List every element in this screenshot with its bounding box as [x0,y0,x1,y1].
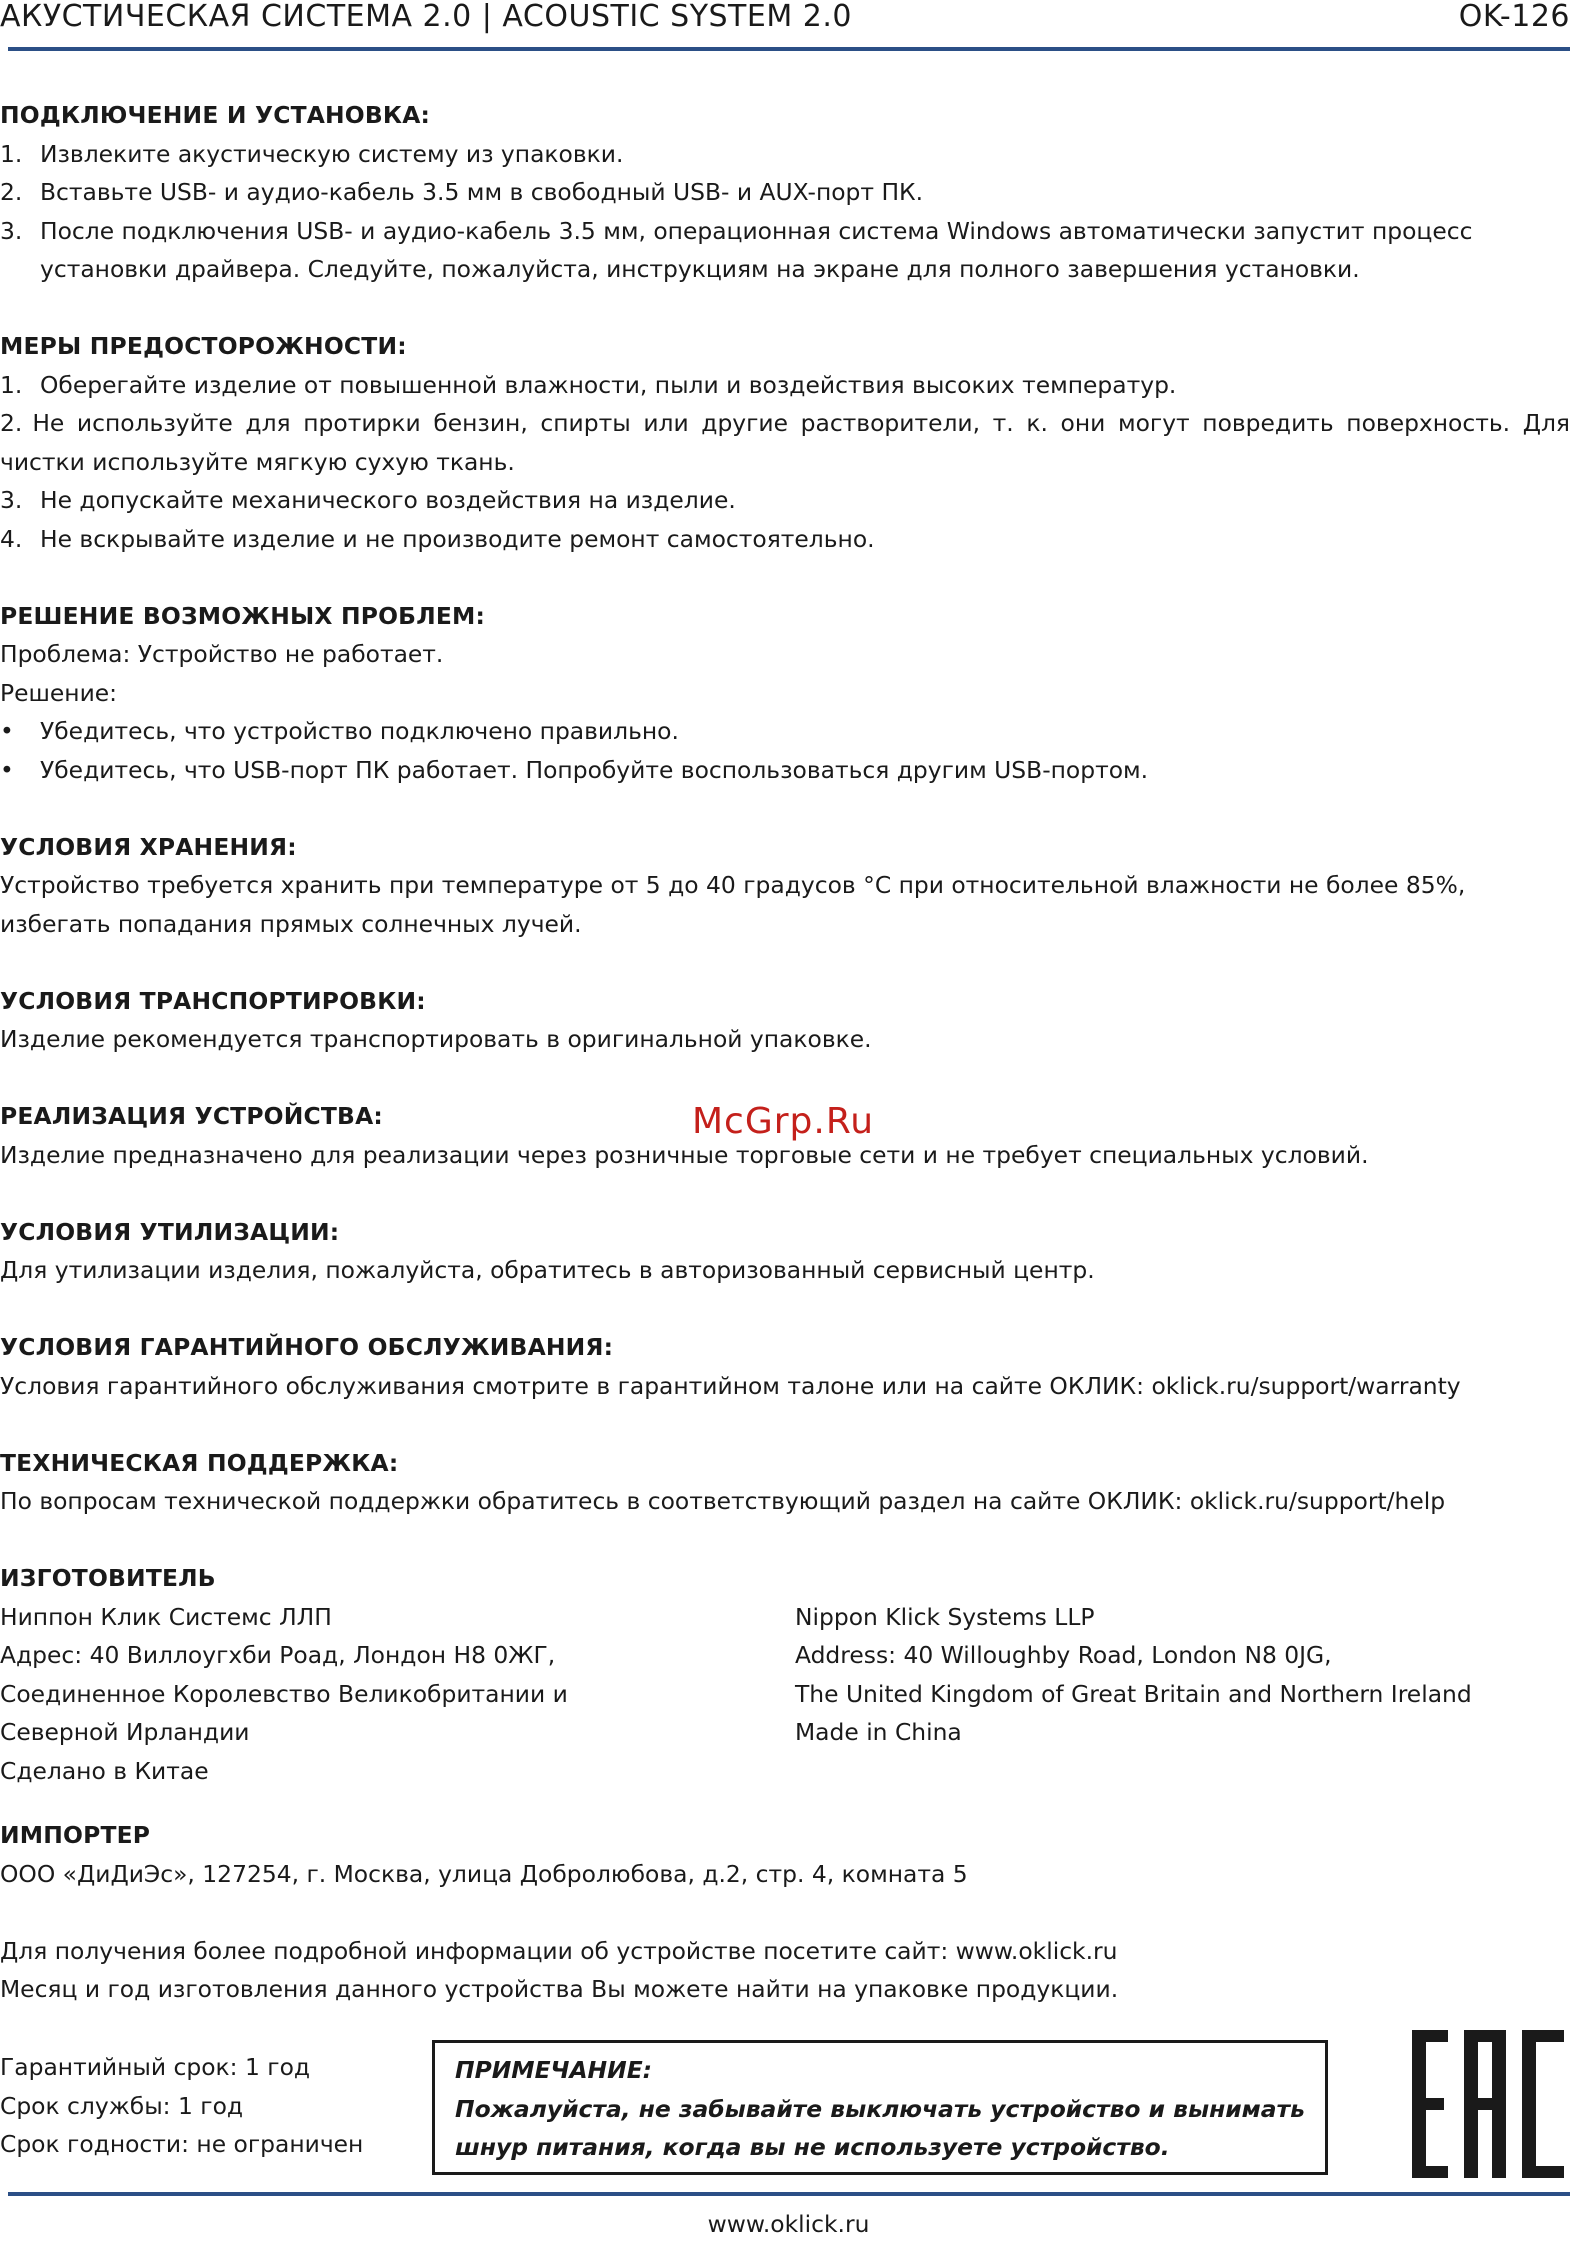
item-text: Извлеките акустическую систему из упаковки. [40,139,624,168]
shelf-life: Срок годности: не ограничен [0,2130,364,2158]
item-number: 3. [0,486,23,514]
header-model: OK-126 [1458,0,1570,34]
bullet-icon: • [0,755,14,784]
item-text: Убедитесь, что устройство подключено правильно. [40,717,679,745]
section-transport [0,982,1570,1059]
section-text: ООО «ДиДиЭс», 127254, г. Москва, улица Добролюбова, д.2, стр. 4, комната 5 [0,1859,968,1888]
section-title: ТЕХНИЧЕСКАЯ ПОДДЕРЖКА: [0,1448,399,1477]
manufacturer-address: Address: 40 Willoughby Road, London N8 0JG, [795,1641,1332,1669]
header-divider [8,47,1570,51]
info-line: Месяц и год изготовления данного устройства Вы можете найти на упаковке продукции. [0,1975,1119,2003]
section-manufacturer [0,1559,1570,1790]
section-title: РЕАЛИЗАЦИЯ УСТРОЙСТВА: [0,1102,383,1130]
problem-text: Проблема: Устройство не работает. [0,640,444,668]
section-disposal [0,1213,1570,1290]
item-number: 1. [0,139,23,168]
section-installation [0,96,1570,289]
manufacturer-en [795,1598,1570,1791]
manufacturer-country: The United Kingdom of Great Britain and Northern Ireland [795,1679,1472,1708]
precautions-list [0,366,1570,559]
manufacturer-made: Сделано в Китае [0,1756,209,1785]
section-text: Изделие рекомендуется транспортировать в оригинальной упаковке. [0,1025,872,1053]
section-title: МЕРЫ ПРЕДОСТОРОЖНОСТИ: [0,332,407,360]
section-title: УСЛОВИЯ ТРАНСПОРТИРОВКИ: [0,986,426,1015]
item-number: 1. [0,370,23,399]
section-storage [0,828,1570,944]
section-title: ИЗГОТОВИТЕЛЬ [0,1564,216,1592]
section-title: РЕШЕНИЕ ВОЗМОЖНЫХ ПРОБЛЕМ: [0,601,486,630]
manufacturer-ru [0,1598,795,1791]
document-body [0,96,1570,2047]
list-item [0,751,1570,790]
info-line: Для получения более подробной информации об устройстве посетите сайт: www.oklick.ru [0,1936,1118,1965]
footer-divider [8,2192,1570,2196]
item-number: 3. [0,216,23,245]
installation-list [0,135,1570,289]
manufacturer-made: Made in China [795,1718,962,1746]
item-text: Вставьте USB- и аудио-кабель 3.5 мм в свободный USB- и AUX-порт ПК. [40,178,924,206]
section-text: Условия гарантийного обслуживания смотрите в гарантийном талоне или на сайте ОКЛИК: oklick.ru/support/warranty [0,1371,1461,1400]
note-box [432,2040,1328,2175]
note-title: ПРИМЕЧАНИЕ: [455,2056,653,2084]
note-line: Пожалуйста, не забывайте выключать устройство и вынимать [455,2094,1305,2123]
list-item [0,135,1570,174]
section-warranty [0,1328,1570,1405]
section-text: По вопросам технической поддержки обратитесь в соответствующий раздел на сайте ОКЛИК: oklick.ru/support/help [0,1487,1446,1515]
section-title: УСЛОВИЯ ГАРАНТИЙНОГО ОБСЛУЖИВАНИЯ: [0,1333,614,1361]
list-item [0,366,1570,405]
section-text: Изделие предназначено для реализации через розничные торговые сети и не требует специальных условий. [0,1140,1369,1169]
section-importer [0,1816,1570,1893]
item-number: 2. [0,409,23,437]
manufacturer-address: Адрес: 40 Виллоугхби Роад, Лондон Н8 0ЖГ, [0,1641,556,1669]
list-item [0,520,1570,559]
section-support [0,1444,1570,1521]
service-life: Срок службы: 1 год [0,2091,244,2120]
list-item [0,404,1570,481]
manufacturer-columns [0,1598,1570,1791]
section-precautions [0,327,1570,558]
manufacturer-name: Ниппон Клик Системс ЛЛП [0,1602,332,1631]
footer-block [0,2040,1570,2180]
section-troubleshooting [0,597,1570,790]
section-title: УСЛОВИЯ УТИЛИЗАЦИИ: [0,1217,340,1246]
item-text: После подключения USB- и аудио-кабель 3.5 мм, операционная система Windows автоматически запустит процесс установки драйвера. Следуйте, пожалуйста, инструкциям на экране для полного завершения установки. [40,216,1473,283]
watermark-text: McGrp.Ru [692,1101,875,1142]
warranty-period: Гарантийный срок: 1 год [0,2053,311,2081]
section-title: ИМПОРТЕР [0,1821,151,1849]
section-info [0,1932,1570,2009]
list-item [0,212,1570,289]
list-item [0,712,1570,751]
section-title: ПОДКЛЮЧЕНИЕ И УСТАНОВКА: [0,101,431,129]
item-text: Не допускайте механического воздействия на изделие. [40,486,736,514]
item-text: Убедитесь, что USB-порт ПК работает. Попробуйте воспользоваться другим USB-портом. [40,755,1149,784]
eac-mark-icon [1412,2030,1564,2178]
header-title: АКУСТИЧЕСКАЯ СИСТЕМА 2.0 | ACOUSTIC SYSTEM 2.0 [0,0,852,34]
item-text: Оберегайте изделие от повышенной влажности, пыли и воздействия высоких температур. [40,370,1177,399]
list-item [0,173,1570,212]
note-line: шнур питания, когда вы не используете устройство. [455,2133,1170,2161]
bullet-icon: • [0,717,14,745]
section-text: Для утилизации изделия, пожалуйста, обратитесь в авторизованный сервисный центр. [0,1256,1095,1284]
item-text: Не вскрывайте изделие и не производите ремонт самостоятельно. [40,524,875,553]
terms-list [0,2048,363,2164]
item-text: Не используйте для протирки бензин, спирты или другие растворители, т. к. они могут повредить поверхность. Для чистки используйте мягкую сухую ткань. [0,409,1570,476]
solution-list [0,712,1570,789]
manufacturer-country: Соединенное Королевство Великобритании и Северной Ирландии [0,1679,568,1746]
manufacturer-name: Nippon Klick Systems LLP [795,1602,1095,1631]
section-title: УСЛОВИЯ ХРАНЕНИЯ: [0,832,297,861]
footer-website: www.oklick.ru [707,2210,870,2238]
item-number: 2. [0,178,23,206]
solution-label: Решение: [0,678,118,707]
item-number: 4. [0,524,23,553]
page-header [0,0,1570,48]
section-text: Устройство требуется хранить при температуре от 5 до 40 градусов °С при относительной влажности не более 85%, избегать попадания прямых солнечных лучей. [0,871,1466,938]
list-item [0,481,1570,520]
